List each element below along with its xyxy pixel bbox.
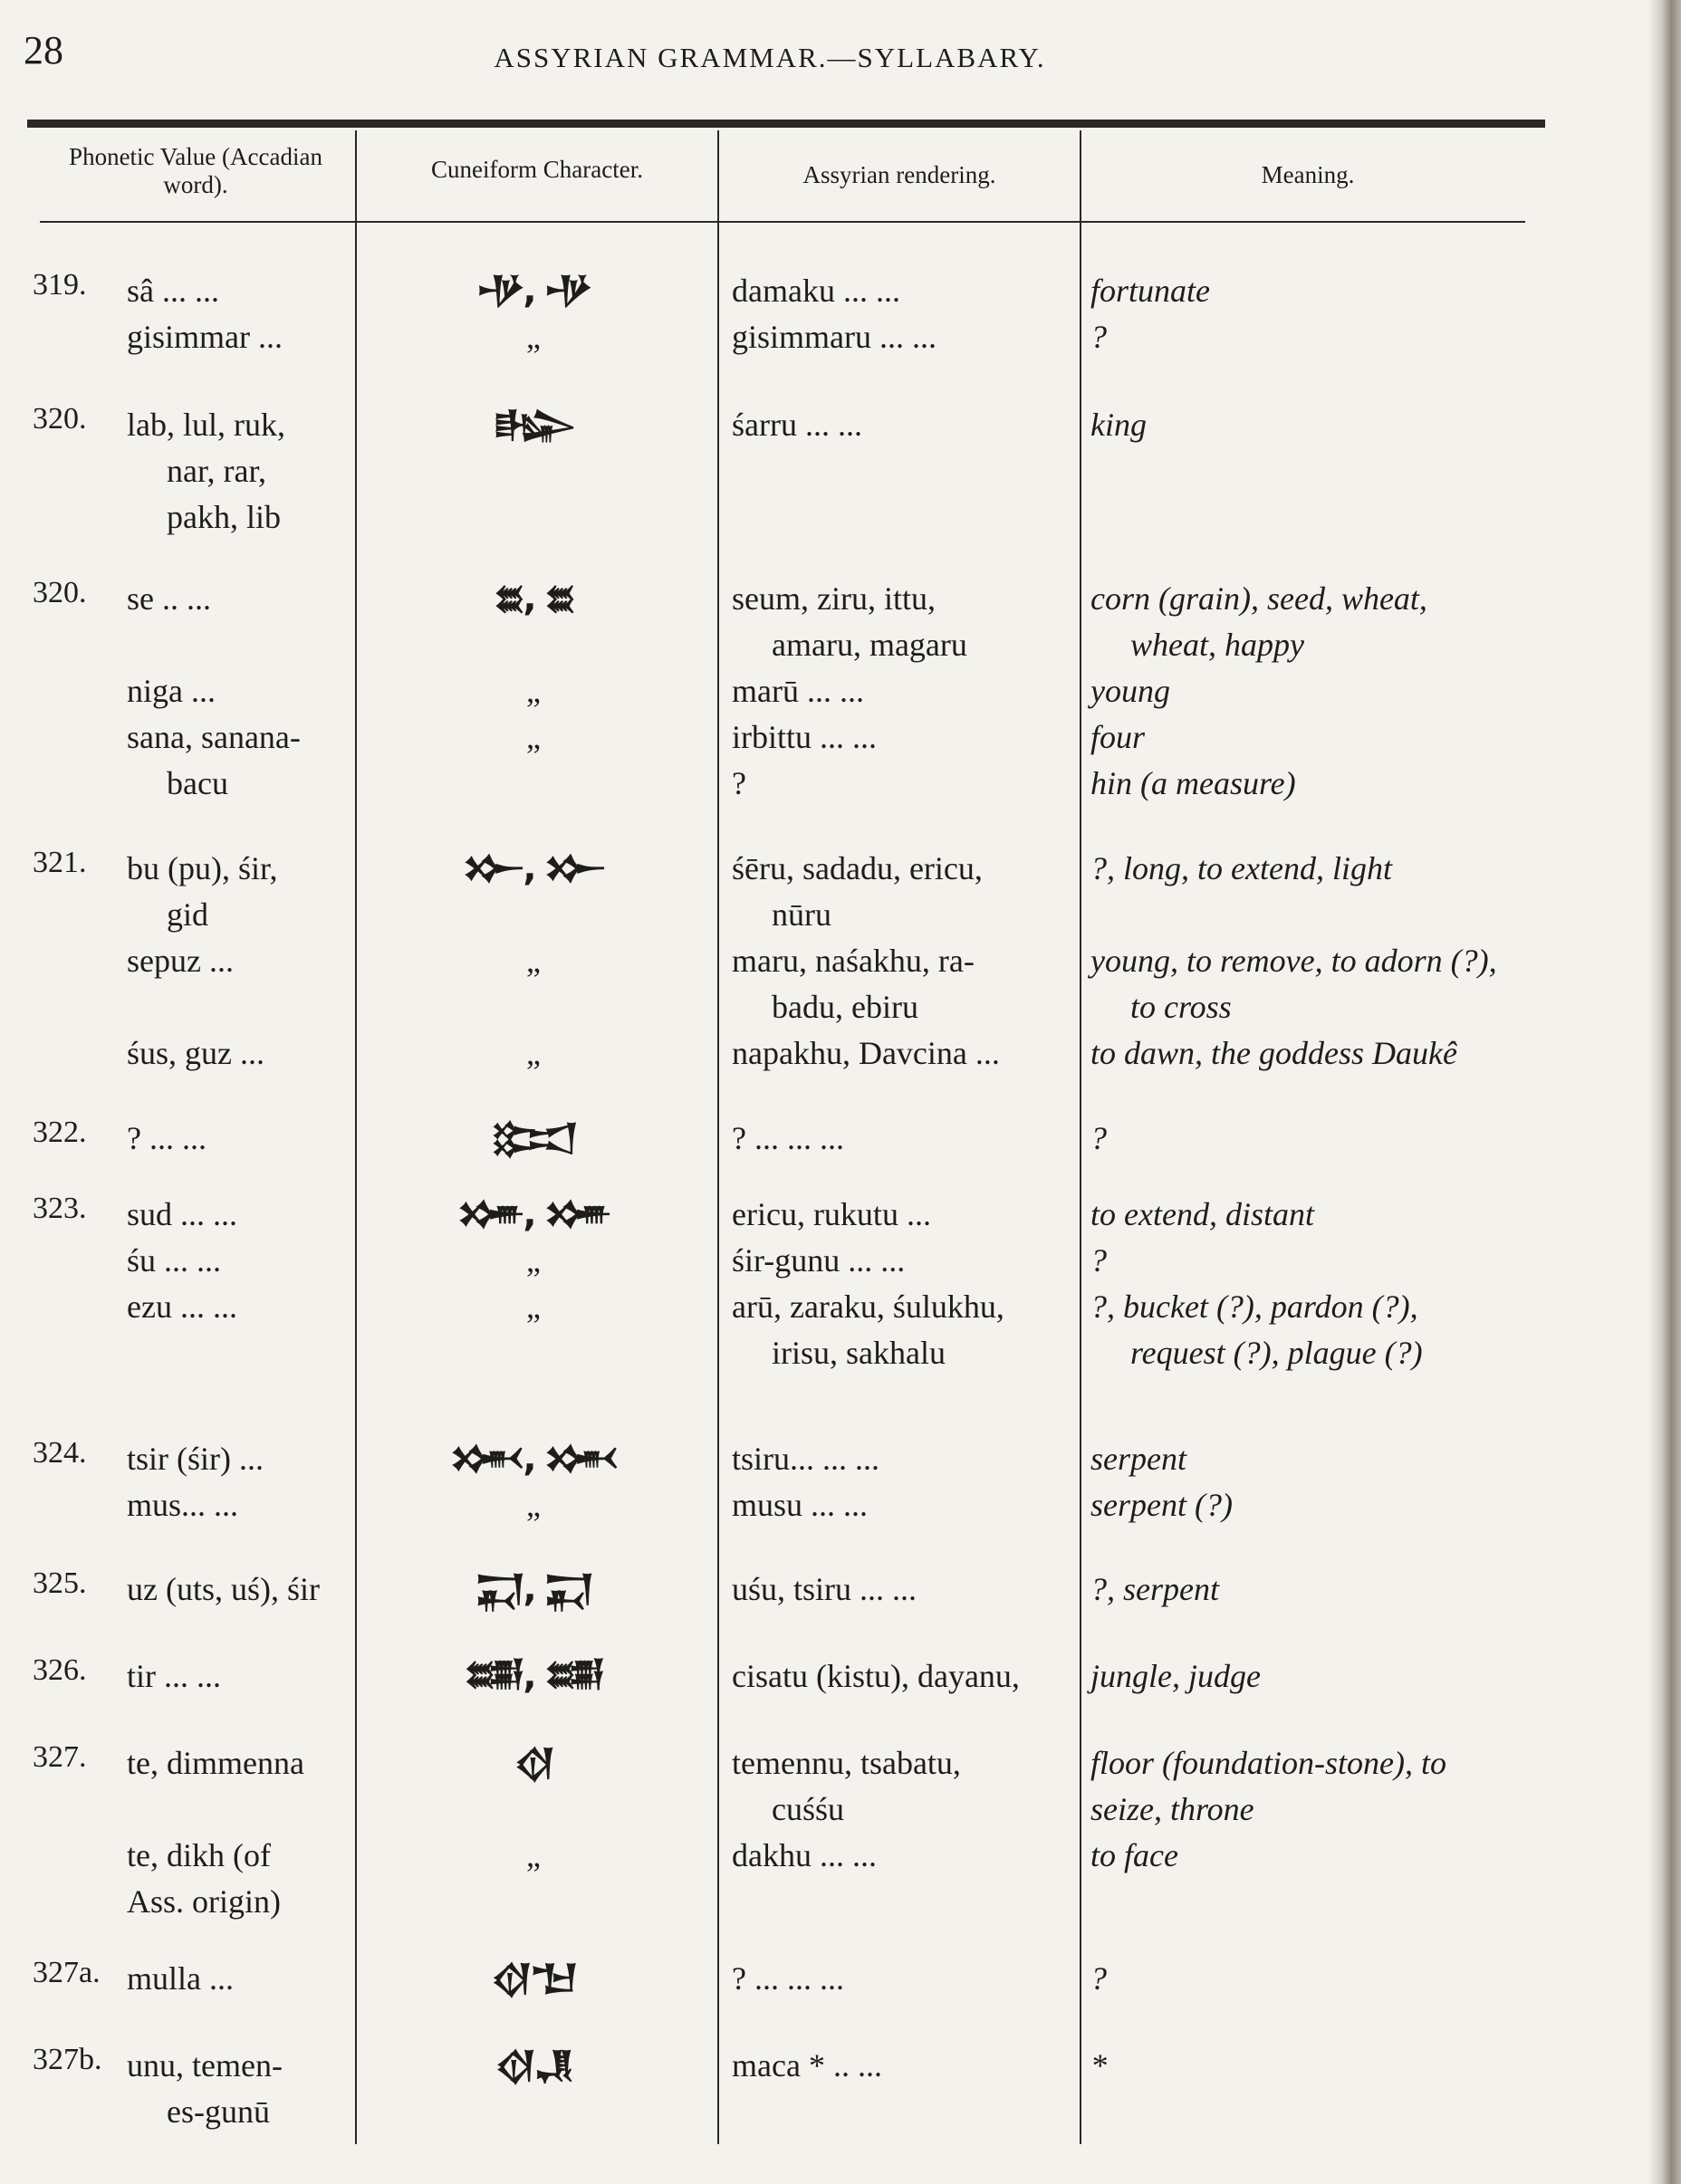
assyrian-rendering-line: gisimmaru ... ... [732, 319, 937, 355]
meaning-line: corn (grain), seed, wheat, [1090, 580, 1427, 617]
ditto-mark: „ [526, 1487, 541, 1523]
assyrian-rendering [732, 1956, 1051, 2002]
phonetic-value-line: ? ... ... [127, 1120, 207, 1156]
assyrian-rendering-line: badu, ebiru [772, 989, 918, 1025]
cuneiform-glyph: 𒍑, 𒍑 [475, 1568, 592, 1610]
meaning-line: ? [1090, 1120, 1107, 1156]
assyrian-rendering [732, 1566, 1051, 1613]
meaning-line: ?, long, to extend, light [1090, 850, 1392, 886]
phonetic-value [127, 576, 335, 807]
assyrian-rendering-line: irbittu ... ... [732, 719, 877, 755]
ditto-mark: „ [526, 1035, 541, 1071]
assyrian-rendering-line: ? ... ... ... [732, 1960, 844, 1997]
meaning-line: serpent (?) [1090, 1487, 1233, 1523]
column-header-phonetic: Phonetic Value (Accadian word). [69, 143, 322, 198]
assyrian-rendering-line: temennu, tsabatu, [732, 1745, 961, 1781]
phonetic-value-line: ezu ... ... [127, 1288, 237, 1325]
phonetic-value [127, 2043, 335, 2135]
cuneiform-glyph [357, 892, 710, 938]
phonetic-value-line: Ass. origin) [127, 1883, 281, 1920]
phonetic-value-line [127, 1786, 335, 1833]
meaning [1090, 846, 1525, 1077]
meaning [1090, 1566, 1525, 1613]
assyrian-rendering [732, 1436, 1051, 1528]
meaning-line: ? [1090, 1242, 1107, 1279]
assyrian-rendering-line: maru, naśakhu, ra- [732, 943, 975, 979]
meaning-line: hin (a measure) [1090, 765, 1296, 801]
assyrian-rendering [732, 846, 1051, 1077]
cuneiform-character [357, 1740, 710, 1925]
meaning-line: serpent [1090, 1441, 1186, 1477]
phonetic-value [127, 1956, 335, 2002]
meaning [1090, 1740, 1525, 1879]
cuneiform-character [357, 1956, 710, 2002]
cuneiform-character [357, 1436, 710, 1528]
ditto-mark: „ [526, 943, 541, 979]
cuneiform-glyph [357, 1786, 710, 1833]
cuneiform-character [357, 2043, 710, 2089]
phonetic-value-line: pakh, lib [167, 499, 281, 535]
meaning [1090, 1436, 1525, 1528]
phonetic-value [127, 846, 335, 1077]
assyrian-rendering [732, 2043, 1051, 2089]
cuneiform-glyph: 𒋼𒈠 [491, 1958, 576, 1999]
phonetic-value-line: nar, rar, [167, 453, 267, 489]
column-divider [717, 130, 719, 2144]
phonetic-value [127, 402, 335, 541]
cuneiform-glyph [357, 761, 710, 807]
phonetic-value-line: sud ... ... [127, 1196, 238, 1232]
meaning [1090, 2043, 1525, 2089]
cuneiform-glyph: 𒋼𒂗 [495, 2045, 572, 2086]
assyrian-rendering-line: seum, ziru, ittu, [732, 580, 936, 617]
meaning-line: young [1090, 673, 1170, 709]
meaning-line: * [1090, 2047, 1107, 2083]
meaning [1090, 1956, 1525, 2002]
assyrian-rendering [732, 402, 1051, 448]
meaning-line: jungle, judge [1090, 1658, 1261, 1694]
phonetic-value-line: uz (uts, uś), śir [127, 1571, 320, 1607]
cuneiform-character [357, 1566, 710, 1613]
phonetic-value-line: gisimmar ... [127, 319, 283, 355]
ditto-mark: „ [526, 1837, 541, 1873]
cuneiform-character [357, 402, 710, 448]
meaning-line: request (?), plague (?) [1130, 1335, 1423, 1371]
phonetic-value-line: śu ... ... [127, 1242, 222, 1279]
entry-number: 327a. [33, 1956, 101, 1989]
meaning-line: to extend, distant [1090, 1196, 1314, 1232]
phonetic-value-line [127, 622, 335, 668]
ditto-mark: „ [526, 719, 541, 755]
phonetic-value-line: mulla ... [127, 1960, 234, 1997]
phonetic-value-line: bu (pu), śir, [127, 850, 278, 886]
meaning-line: wheat, happy [1130, 627, 1304, 663]
page-edge [1648, 0, 1681, 2184]
assyrian-rendering-line: śēru, sadadu, ericu, [732, 850, 983, 886]
phonetic-value-line: se .. ... [127, 580, 211, 617]
meaning-line: seize, throne [1090, 1791, 1254, 1827]
assyrian-rendering-line: irisu, sakhalu [772, 1335, 946, 1371]
cuneiform-character [357, 1192, 710, 1330]
phonetic-value-line: tsir (śir) ... [127, 1441, 264, 1477]
phonetic-value-line: tir ... ... [127, 1658, 221, 1694]
phonetic-value [127, 1740, 335, 1925]
cuneiform-glyph: 𒌁, 𒌁 [463, 1655, 604, 1697]
entry-number: 319. [33, 268, 87, 302]
assyrian-rendering-line: amaru, magaru [772, 627, 967, 663]
meaning-line [1090, 892, 1525, 938]
column-divider [1080, 130, 1081, 2144]
meaning-line: young, to remove, to adorn (?), [1090, 943, 1497, 979]
phonetic-value-line: mus... ... [127, 1487, 239, 1523]
cuneiform-glyph: 𒈗 [493, 404, 574, 445]
top-rule [27, 120, 1545, 128]
cuneiform-character [357, 846, 710, 1077]
assyrian-rendering-line: arū, zaraku, śulukhu, [732, 1288, 1004, 1325]
assyrian-rendering-line: tsiru... ... ... [732, 1441, 880, 1477]
cuneiform-character [357, 576, 710, 807]
cuneiform-character [357, 268, 710, 360]
phonetic-value-line: sana, sanana- [127, 719, 301, 755]
assyrian-rendering-line: śarru ... ... [732, 407, 862, 443]
assyrian-rendering-line: cuśśu [772, 1791, 844, 1827]
cuneiform-character [357, 1116, 710, 1162]
assyrian-rendering [732, 576, 1051, 807]
meaning-line: floor (foundation-stone), to [1090, 1745, 1446, 1781]
assyrian-rendering-line: musu ... ... [732, 1487, 869, 1523]
entry-number: 326. [33, 1653, 87, 1687]
phonetic-value [127, 1566, 335, 1613]
cuneiform-glyph: 𒊺, 𒊺 [493, 578, 574, 619]
cuneiform-glyph [357, 1879, 710, 1925]
meaning [1090, 1192, 1525, 1376]
assyrian-rendering-line: uśu, tsiru ... ... [732, 1571, 917, 1607]
meaning [1090, 576, 1525, 807]
meaning-line: ? [1090, 1960, 1107, 1997]
ditto-mark: „ [526, 1288, 541, 1325]
entry-number: 320. [33, 576, 87, 609]
phonetic-value-line: niga ... [127, 673, 216, 709]
assyrian-rendering [732, 1740, 1051, 1879]
meaning-line: king [1090, 407, 1147, 443]
ditto-mark: „ [526, 319, 541, 355]
cuneiform-glyph: 𒋤, 𒋤 [456, 1193, 610, 1235]
ditto-mark: „ [526, 673, 541, 709]
phonetic-value-line: gid [167, 896, 209, 933]
cuneiform-glyph: 𒋩, 𒋩 [475, 270, 591, 311]
entry-number: 322. [33, 1116, 87, 1149]
meaning-line: fortunate [1090, 273, 1210, 309]
phonetic-value [127, 1436, 335, 1528]
assyrian-rendering [732, 1653, 1051, 1700]
cuneiform-glyph: 𒁎 [490, 1117, 577, 1159]
meaning-line: ?, bucket (?), pardon (?), [1090, 1288, 1418, 1325]
column-header-cuneiform: Cuneiform Character. [431, 156, 643, 183]
cuneiform-glyph: 𒋼 [514, 1742, 553, 1784]
cuneiform-glyph [357, 622, 710, 668]
phonetic-value [127, 268, 335, 360]
meaning-line: to cross [1130, 989, 1232, 1025]
assyrian-rendering-line: damaku ... ... [732, 273, 900, 309]
entry-number: 327b. [33, 2043, 102, 2076]
phonetic-value-line: te, dikh (of [127, 1837, 271, 1873]
phonetic-value-line: śus, guz ... [127, 1035, 264, 1071]
assyrian-rendering-line: śir-gunu ... ... [732, 1242, 906, 1279]
entry-number: 327. [33, 1740, 87, 1774]
assyrian-rendering [732, 1192, 1051, 1376]
entry-number: 321. [33, 846, 87, 879]
header-rule [40, 221, 1525, 223]
cuneiform-glyph [357, 984, 710, 1030]
cuneiform-character [357, 1653, 710, 1700]
assyrian-rendering-line: cisatu (kistu), dayanu, [732, 1658, 1020, 1694]
entry-number: 320. [33, 402, 87, 436]
meaning-line: to face [1090, 1837, 1178, 1873]
assyrian-rendering-line: ? ... ... ... [732, 1120, 844, 1156]
phonetic-value [127, 1653, 335, 1700]
meaning [1090, 1116, 1525, 1162]
column-header-assyrian: Assyrian rendering. [802, 161, 996, 188]
entry-number: 325. [33, 1566, 87, 1600]
meaning-line: ?, serpent [1090, 1571, 1219, 1607]
meaning [1090, 268, 1525, 360]
entry-number: 323. [33, 1192, 87, 1225]
assyrian-rendering-line: marū ... ... [732, 673, 864, 709]
assyrian-rendering-line: napakhu, Davcina ... [732, 1035, 1000, 1071]
meaning [1090, 1653, 1525, 1700]
meaning [1090, 402, 1525, 448]
assyrian-rendering-line: ? [732, 765, 746, 801]
phonetic-value-line: es-gunū [167, 2093, 270, 2130]
assyrian-rendering-line: maca * .. ... [732, 2047, 882, 2083]
phonetic-value-line: te, dimmenna [127, 1745, 304, 1781]
meaning-line: four [1090, 719, 1146, 755]
meaning-line: to dawn, the goddess Daukê [1090, 1035, 1457, 1071]
phonetic-value [127, 1192, 335, 1330]
phonetic-value-line: unu, temen- [127, 2047, 283, 2083]
phonetic-value-line: bacu [167, 765, 228, 801]
phonetic-value-line: sâ ... ... [127, 273, 219, 309]
phonetic-value [127, 1116, 335, 1162]
column-header-meaning: Meaning. [1261, 161, 1355, 188]
page-number: 28 [24, 28, 63, 72]
ditto-mark: „ [526, 1242, 541, 1279]
phonetic-value-line: sepuz ... [127, 943, 234, 979]
phonetic-value-line [127, 984, 335, 1030]
meaning-line: ? [1090, 319, 1107, 355]
entry-number: 324. [33, 1436, 87, 1470]
assyrian-rendering-line: nūru [772, 896, 831, 933]
assyrian-rendering-line: dakhu ... ... [732, 1837, 877, 1873]
cuneiform-glyph: 𒁍, 𒁍 [462, 848, 605, 889]
phonetic-value-line: lab, lul, ruk, [127, 407, 285, 443]
assyrian-rendering [732, 268, 1051, 360]
cuneiform-glyph: 𒈲, 𒈲 [449, 1438, 618, 1480]
running-head: ASSYRIAN GRAMMAR.—SYLLABARY. [494, 42, 1046, 73]
assyrian-rendering [732, 1116, 1051, 1162]
assyrian-rendering-line: ericu, rukutu ... [732, 1196, 931, 1232]
